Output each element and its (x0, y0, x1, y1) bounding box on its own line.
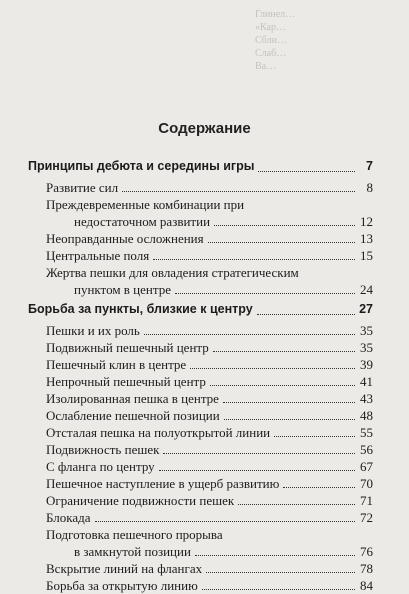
toc-entry (28, 577, 373, 594)
toc-entry-title: Принципы дебюта и середины игры (28, 159, 255, 173)
toc-entry (28, 390, 373, 407)
page-number: 84 (360, 578, 373, 593)
page-number: 27 (359, 302, 373, 316)
page-number: 56 (360, 442, 373, 457)
toc-entry-title: Развитие сил (46, 180, 119, 195)
page-number: 55 (360, 425, 373, 440)
page-number: 72 (360, 510, 373, 525)
toc-entry (28, 458, 373, 475)
dot-leader (258, 171, 355, 172)
toc-entry-title-line1: Преждевременные комбинации при (46, 197, 245, 212)
toc-entry (28, 356, 373, 373)
toc-entry-title: Отсталая пешка на полуоткрытой линии (46, 425, 271, 440)
toc-entry (28, 526, 373, 560)
toc-entry-title: Пешечное наступление в ущерб развитию (46, 476, 280, 491)
dot-leader (153, 259, 355, 260)
bleed-line: Ва… (255, 61, 277, 72)
dot-leader (122, 191, 355, 192)
page-number: 78 (360, 561, 373, 576)
page-number: 13 (360, 231, 373, 246)
toc-entry (28, 179, 373, 196)
page-number: 8 (366, 180, 373, 195)
dot-leader (274, 436, 355, 437)
toc-entry-title: Блокада (46, 510, 91, 525)
dot-leader (206, 572, 355, 573)
toc-entry-title: Пешки и их роль (46, 323, 140, 338)
page-number: 7 (366, 159, 373, 173)
page-number: 35 (360, 323, 373, 338)
toc-entry (28, 339, 373, 356)
bleed-line: Глинел… (255, 9, 296, 20)
toc-entry-title: Центральные поля (46, 248, 150, 263)
page-number: 15 (360, 248, 373, 263)
toc-entry-title: Ограничение подвижности пешек (46, 493, 235, 508)
page-number: 48 (360, 408, 373, 423)
toc-entry (28, 424, 373, 441)
dot-leader (163, 453, 355, 454)
bleed-line: Слаб… (255, 48, 287, 59)
page-number: 39 (360, 357, 373, 372)
toc-entry-title: Изолированная пешка в центре (46, 391, 219, 406)
toc-entry (28, 492, 373, 509)
toc-entry-title-line2: в замкнутой позиции (74, 544, 191, 559)
toc-section (28, 300, 373, 319)
toc-entry (28, 475, 373, 492)
table-of-contents (28, 155, 373, 594)
dot-leader (159, 470, 355, 471)
dot-leader (224, 419, 355, 420)
toc-entry (28, 407, 373, 424)
toc-entry-title-line1: Жертва пешки для овладения стратегическим (46, 265, 299, 280)
page-number: 67 (360, 459, 373, 474)
page-number: 12 (360, 214, 373, 229)
toc-entry-title: Непрочный пешечный центр (46, 374, 206, 389)
bleed-through-text (255, 8, 405, 118)
toc-entry-title-line2: недостаточном развитии (74, 214, 211, 229)
toc-entry-title: С фланга по центру (46, 459, 155, 474)
toc-entry (28, 247, 373, 264)
toc-entry-title-line2: пунктом в центре (74, 282, 171, 297)
page-number: 71 (360, 493, 373, 508)
bleed-line: «Кар… (255, 22, 286, 33)
page-number: 76 (360, 544, 373, 559)
dot-leader (190, 368, 355, 369)
toc-entry-title-line1: Подготовка пешечного прорыва (46, 527, 223, 542)
toc-entry (28, 322, 373, 339)
toc-entry (28, 373, 373, 390)
dot-leader (238, 504, 355, 505)
toc-entry (28, 264, 373, 298)
toc-entry (28, 509, 373, 526)
dot-leader (257, 314, 355, 315)
toc-entry-title: Неоправданные осложнения (46, 231, 204, 246)
page-number: 24 (360, 282, 373, 297)
toc-section (28, 157, 373, 176)
page-number: 41 (360, 374, 373, 389)
dot-leader (283, 487, 355, 488)
dot-leader (144, 334, 355, 335)
toc-entry-title: Борьба за пункты, близкие к центру (28, 302, 253, 316)
toc-entry-title: Подвижный пешечный центр (46, 340, 209, 355)
dot-leader (195, 555, 355, 556)
page-number: 43 (360, 391, 373, 406)
dot-leader (175, 293, 355, 294)
dot-leader (214, 225, 355, 226)
toc-entry-title: Вскрытие линий на флангах (46, 561, 203, 576)
toc-entry-title: Борьба за открытую линию (46, 578, 198, 593)
dot-leader (208, 242, 355, 243)
toc-entry (28, 196, 373, 230)
toc-entry-title: Ослабление пешечной позиции (46, 408, 220, 423)
dot-leader (223, 402, 355, 403)
toc-entry (28, 441, 373, 458)
page-number: 70 (360, 476, 373, 491)
toc-entry-title: Подвижность пешек (46, 442, 160, 457)
toc-entry (28, 560, 373, 577)
page-title: Содержание (158, 120, 251, 137)
page-number: 35 (360, 340, 373, 355)
toc-entry (28, 230, 373, 247)
bleed-line: Сбли… (255, 35, 287, 46)
dot-leader (210, 385, 355, 386)
toc-entry-title: Пешечный клин в центре (46, 357, 187, 372)
dot-leader (213, 351, 355, 352)
dot-leader (95, 521, 355, 522)
